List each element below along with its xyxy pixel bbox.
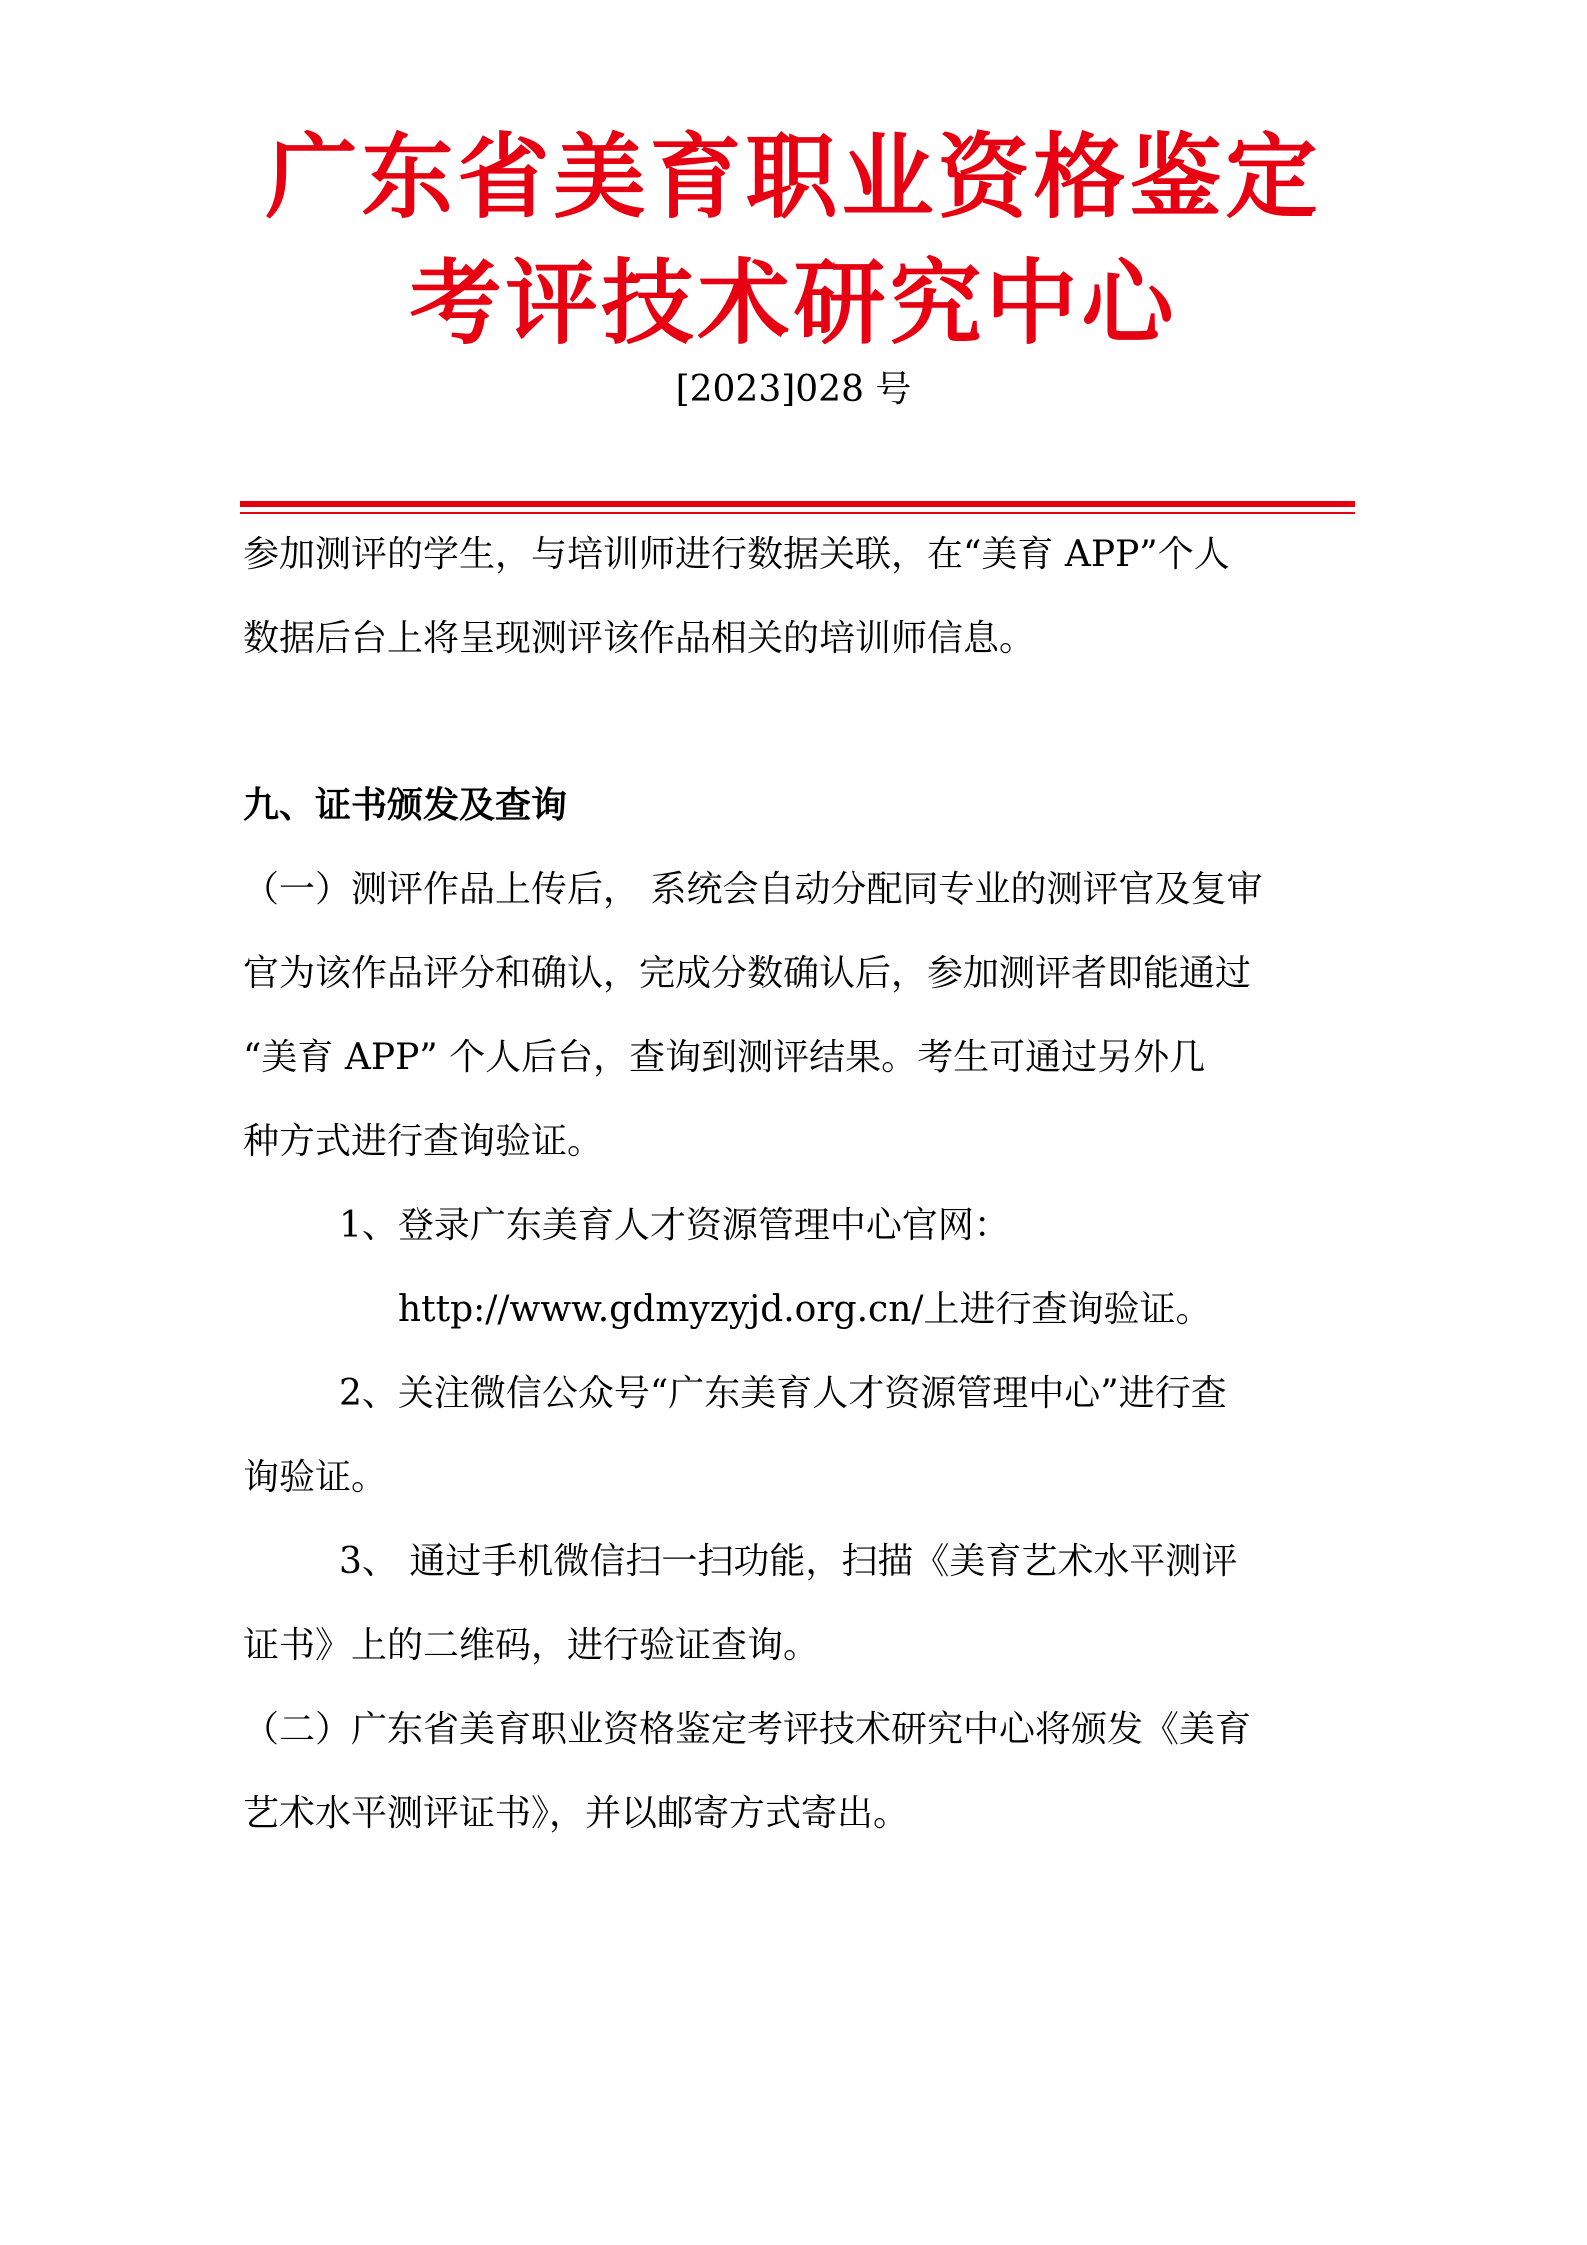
paragraph-line: （二）广东省美育职业资格鉴定考评技术研究中心将颁发《美育 — [243, 1709, 1252, 1750]
list-item-line: 3、 通过手机微信扫一扫功能，扫描《美育艺术水平测评 — [339, 1541, 1238, 1582]
paragraph-line: 官为该作品评分和确认，完成分数确认后，参加测评者即能通过 — [243, 953, 1252, 994]
paragraph-line: 数据后台上将呈现测评该作品相关的培训师信息。 — [243, 618, 1036, 659]
list-item-line: 2、关注微信公众号“广东美育人才资源管理中心”进行查 — [339, 1373, 1227, 1414]
paragraph-line: 参加测评的学生，与培训师进行数据关联，在“美育 APP”个人 — [243, 534, 1230, 575]
paragraph-line: “美育 APP” 个人后台，查询到测评结果。考生可通过另外几 — [243, 1037, 1206, 1078]
list-item-line: 1、登录广东美育人才资源管理中心官网： — [339, 1205, 1010, 1246]
paragraph-line: 种方式进行查询验证。 — [243, 1121, 604, 1162]
website-url: http://www.gdmyzyjd.org.cn/上进行查询验证。 — [398, 1289, 1212, 1330]
paragraph-line: （一）测评作品上传后， 系统会自动分配同专业的测评官及复审 — [243, 869, 1263, 910]
section-heading: 九、证书颁发及查询 — [243, 785, 568, 826]
document-number: [2023]028 号 — [675, 369, 912, 410]
header-divider-thick — [240, 501, 1355, 507]
paragraph-line: 艺术水平测评证书》，并以邮寄方式寄出。 — [243, 1793, 910, 1834]
section-certificate — [243, 764, 1353, 1856]
header-title-line-2: 考评技术研究中心 — [409, 250, 1178, 357]
list-item-line: 询验证。 — [243, 1457, 388, 1498]
header-title-line-1: 广东省美育职业资格鉴定 — [265, 124, 1322, 231]
list-item-line: 证书》上的二维码，进行验证查询。 — [243, 1625, 820, 1666]
paragraph-trainer-association — [243, 513, 1353, 681]
